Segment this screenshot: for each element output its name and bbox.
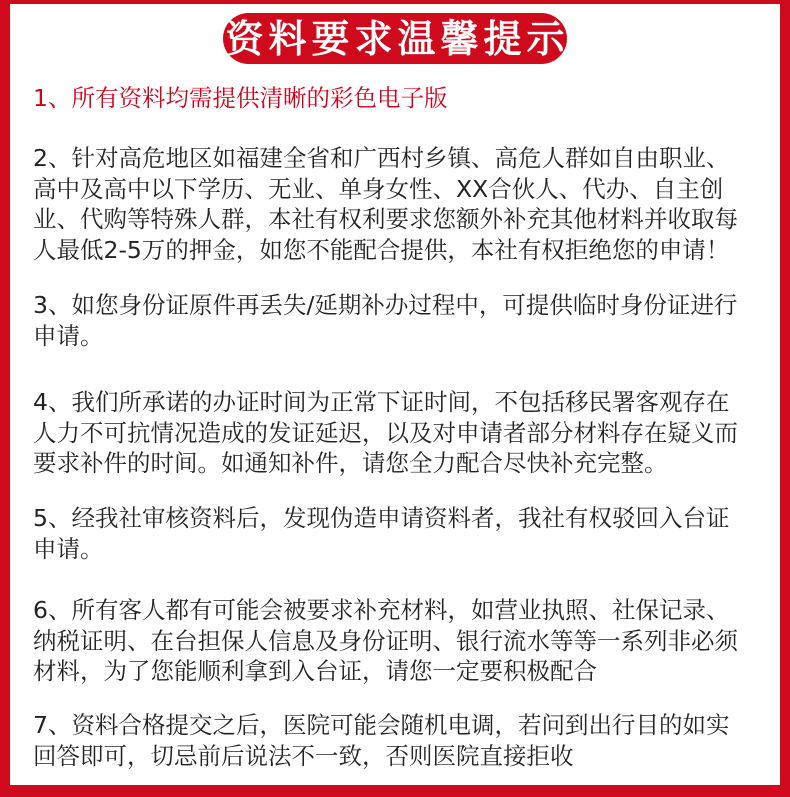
notice-item-4 (33, 387, 763, 479)
title-banner (223, 13, 570, 64)
notice-line: 7、资料合格提交之后，医院可能会随机电调，若问到出行目的如实 (33, 711, 730, 739)
notice-line: 高中及高中以下学历、无业、单身女性、XX合伙人、代办、自主创 (33, 174, 724, 203)
notice-line: 2、针对高危地区如福建全省和广西村乡镇、高危人群如自由职业、 (33, 144, 730, 172)
notice-line: 申请。 (33, 321, 104, 350)
notice-item-7 (33, 710, 763, 771)
notice-item-5 (33, 503, 763, 564)
page-title: 资料要求温馨提示 (225, 16, 570, 61)
notice-item-3 (33, 290, 763, 351)
notice-line: 5、经我社审核资料后，发现伪造申请资料者，我社有权驳回入台证 (33, 504, 730, 532)
notice-line: 回答即可，切忌前后说法不一致，否则医院直接拒收 (33, 741, 574, 770)
notice-item-6 (33, 595, 763, 687)
notice-line: 6、所有客人都有可能会被要求补充材料，如营业执照、社保记录、 (33, 596, 730, 624)
notice-line: 要求补件的时间。如通知补件，请您全力配合尽快补充完整。 (33, 449, 668, 477)
notice-line: 人力不可抗情况造成的发证延迟，以及对申请者部分材料存在疑义而 (33, 418, 738, 447)
notice-line: 1、所有资料均需提供清晰的彩色电子版 (33, 84, 448, 112)
notice-line: 纳税证明、在台担保人信息及身份证明、银行流水等等一系列非必须 (33, 626, 738, 655)
notice-line: 4、我们所承诺的办证时间为正常下证时间，不包括移民署客观存在 (33, 388, 730, 416)
notice-line: 业、代购等特殊人群，本社有权利要求您额外补充其他材料并收取每 (33, 205, 738, 233)
notice-line: 3、如您身份证原件再丢失/延期补办过程中，可提供临时身份证进行 (33, 291, 738, 319)
notice-item-2 (33, 143, 763, 265)
notice-line: 材料，为了您能顺利拿到入台证，请您一定要积极配合 (33, 657, 597, 685)
notice-line: 人最低2-5万的押金，如您不能配合提供，本社有权拒绝您的申请！ (33, 235, 730, 264)
notice-item-1 (33, 83, 763, 114)
notice-line: 申请。 (33, 534, 104, 563)
